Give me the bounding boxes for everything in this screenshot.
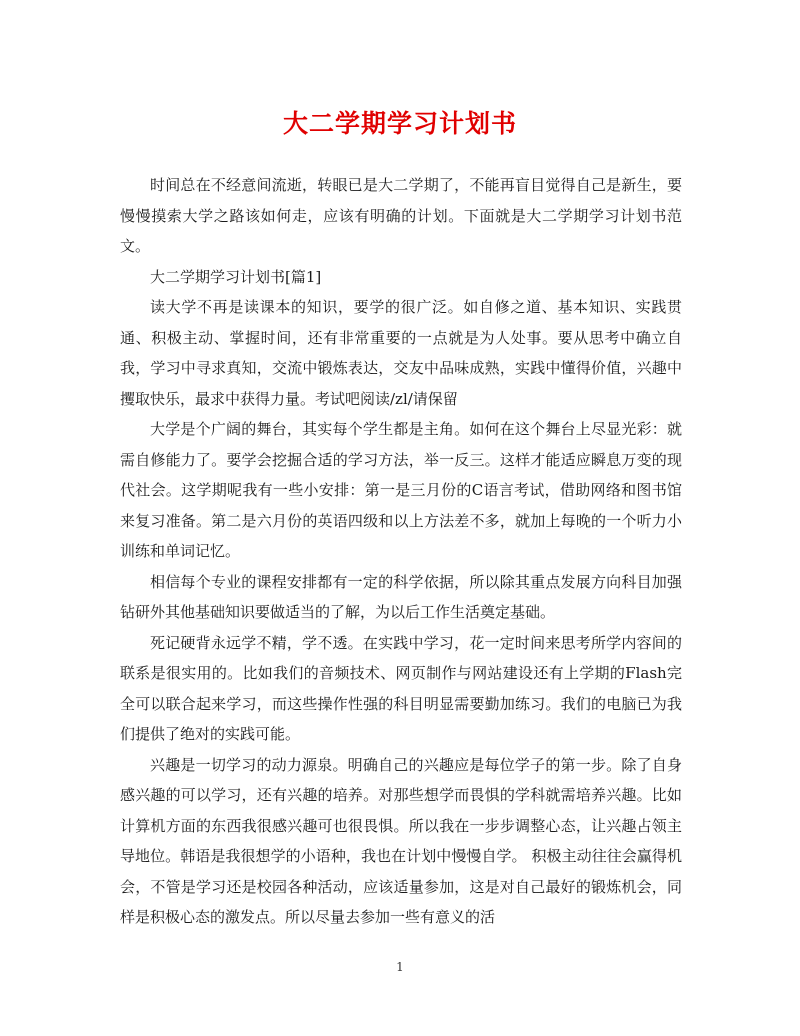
paragraph: 大学是个广阔的舞台，其实每个学生都是主角。如何在这个舞台上尽显光彩：就需自修能力了。要学会挖掘合适的学习方法，举一反三。这样才能适应瞬息万变的现代社会。这学期呢我有一些小安排：第一是三月份的C语言考试，借助网络和图书馆来复习准备。第二是六月份的英语四级和以上方法差不多，就加上每晚的一个听力小训练和单词记忆。 <box>120 420 682 560</box>
paragraph: 兴趣是一切学习的动力源泉。明确自己的兴趣应是每位学子的第一步。除了自身感兴趣的可以学习，还有兴趣的培养。对那些想学而畏惧的学科就需培养兴趣。比如计算机方面的东西我很感兴趣可也很畏惧。所以我在一步步调整心态，让兴趣占领主导地位。韩语是我很想学的小语种，我也在计划中慢慢自学。 积极主动往往会赢得机会，不管是学习还是校园各种活动，应该适量参加，这是对自己最好的锻炼机会，同样是积极心态的激发点。所以尽量去参加一些有意义的活 <box>120 755 682 926</box>
document-body <box>120 170 682 933</box>
paragraph: 读大学不再是读课本的知识，要学的很广泛。如自修之道、基本知识、实践贯通、积极主动、掌握时间，还有非常重要的一点就是为人处事。要从思考中确立自我，学习中寻求真知，交流中锻炼表达，交友中品味成熟，实践中懂得价值，兴趣中攫取快乐，最求中获得力量。考试吧阅读/zl/请保留 <box>120 298 682 408</box>
page-title: 大二学期学习计划书 <box>282 109 517 138</box>
paragraph: 死记硬背永远学不精，学不透。在实践中学习，花一定时间来思考所学内容间的联系是很实用的。比如我们的音频技术、网页制作与网站建设还有上学期的Flash完全可以联合起来学习，而这些操作性强的科目明显需要勤加练习。我们的电脑已为我们提供了绝对的实践可能。 <box>120 633 682 743</box>
paragraph: 相信每个专业的课程安排都有一定的科学依据，所以除其重点发展方向科目加强钻研外其他基础知识要做适当的了解，为以后工作生活奠定基础。 <box>120 572 682 621</box>
paragraph-intro: 时间总在不经意间流逝，转眼已是大二学期了，不能再盲目觉得自己是新生，要慢慢摸索大学之路该如何走，应该有明确的计划。下面就是大二学期学习计划书范文。 <box>120 176 682 255</box>
page-number: 1 <box>396 960 404 974</box>
section-heading: 大二学期学习计划书[篇1] <box>150 267 322 286</box>
